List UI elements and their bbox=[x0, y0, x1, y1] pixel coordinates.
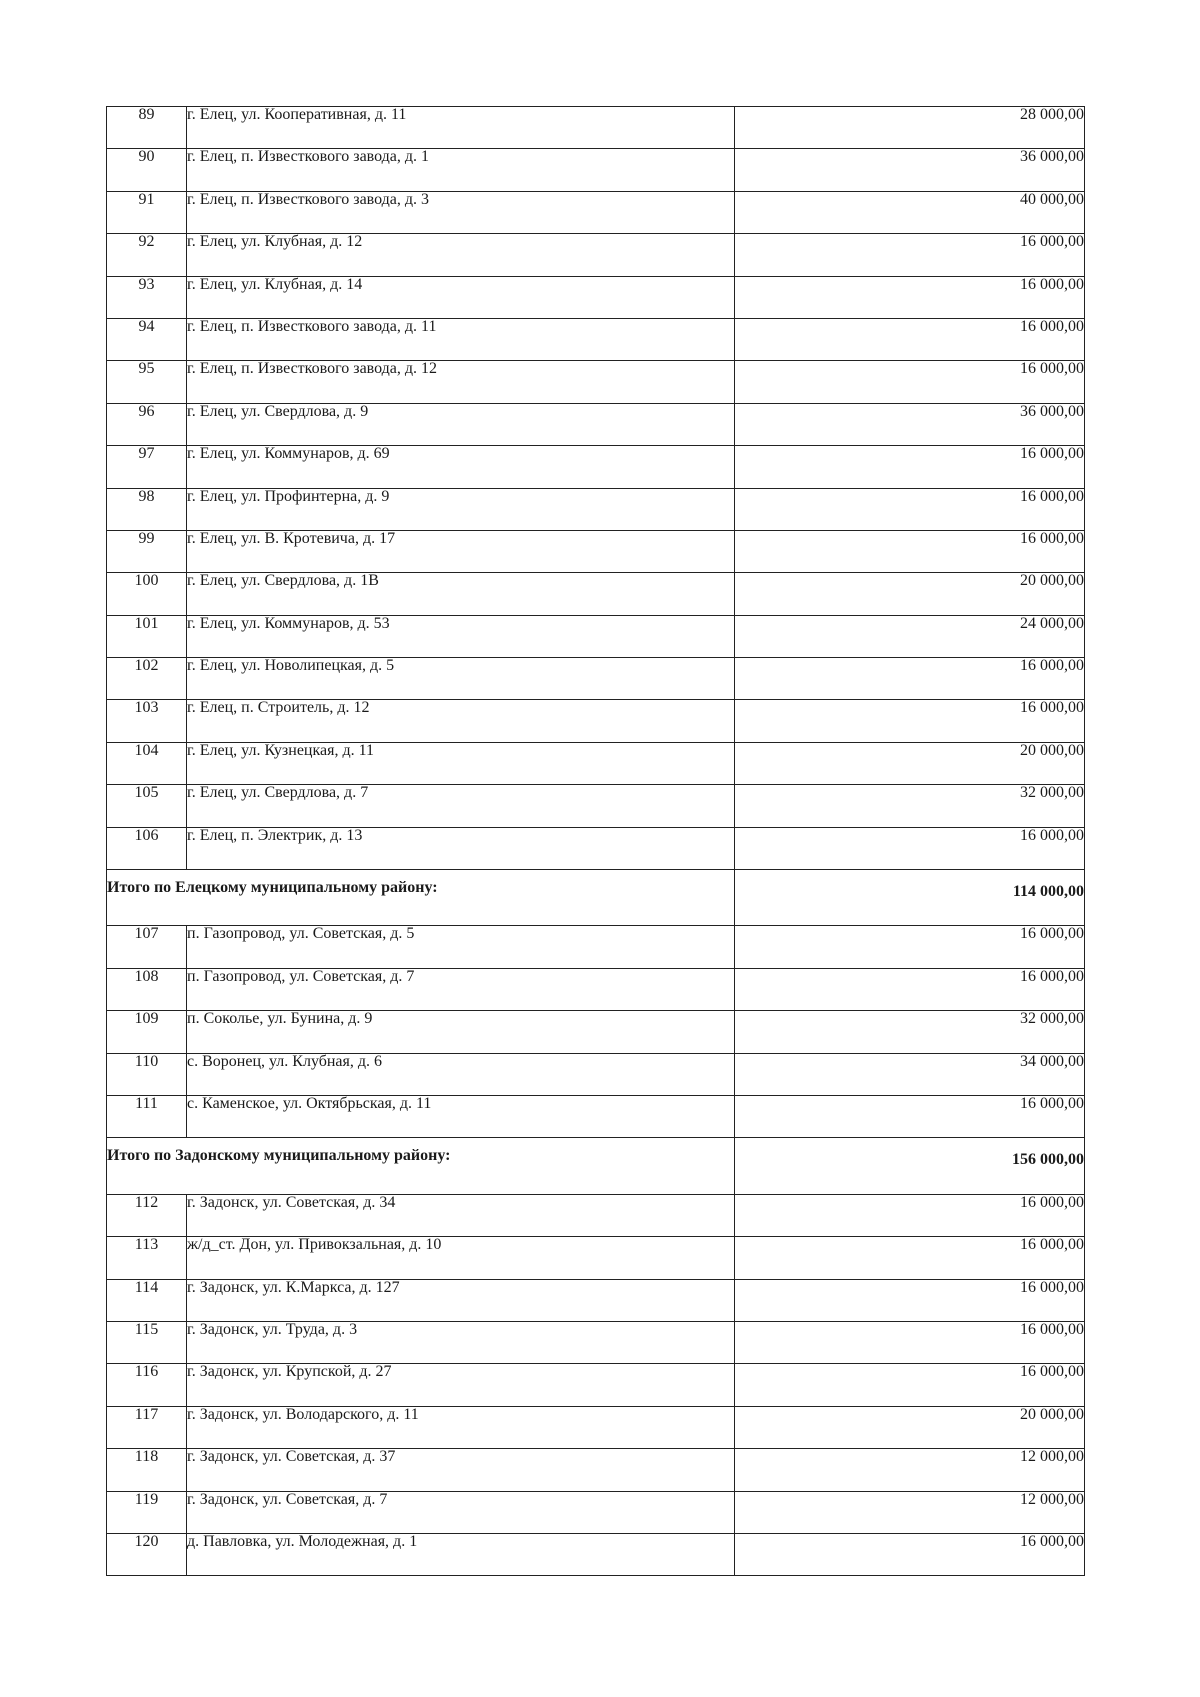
row-address: г. Задонск, ул. Советская, д. 7 bbox=[187, 1491, 735, 1533]
table-body bbox=[107, 107, 1085, 1576]
row-number: 89 bbox=[107, 107, 187, 149]
row-amount: 16 000,00 bbox=[735, 1194, 1085, 1236]
table-row bbox=[107, 1533, 1085, 1575]
table-row bbox=[107, 742, 1085, 784]
table-row bbox=[107, 700, 1085, 742]
row-amount: 16 000,00 bbox=[735, 827, 1085, 869]
row-address: г. Елец, ул. Кузнецкая, д. 11 bbox=[187, 742, 735, 784]
row-amount: 16 000,00 bbox=[735, 446, 1085, 488]
row-address: г. Елец, ул. Свердлова, д. 1В bbox=[187, 573, 735, 615]
row-number: 104 bbox=[107, 742, 187, 784]
table-row bbox=[107, 1491, 1085, 1533]
table-row bbox=[107, 1237, 1085, 1279]
district-total-label: Итого по Задонскому муниципальному району: bbox=[107, 1138, 735, 1194]
row-number: 95 bbox=[107, 361, 187, 403]
row-number: 93 bbox=[107, 276, 187, 318]
row-amount: 16 000,00 bbox=[735, 488, 1085, 530]
table-row bbox=[107, 403, 1085, 445]
row-number: 115 bbox=[107, 1321, 187, 1363]
table-row bbox=[107, 149, 1085, 191]
district-total-amount: 156 000,00 bbox=[735, 1138, 1085, 1194]
table-row bbox=[107, 361, 1085, 403]
row-number: 116 bbox=[107, 1364, 187, 1406]
row-amount: 36 000,00 bbox=[735, 149, 1085, 191]
row-amount: 16 000,00 bbox=[735, 1237, 1085, 1279]
table-row bbox=[107, 827, 1085, 869]
district-total-row bbox=[107, 1138, 1085, 1194]
row-number: 113 bbox=[107, 1237, 187, 1279]
row-address: г. Елец, ул. Новолипецкая, д. 5 bbox=[187, 658, 735, 700]
row-number: 92 bbox=[107, 234, 187, 276]
table-row bbox=[107, 318, 1085, 360]
row-address: г. Елец, ул. Клубная, д. 14 bbox=[187, 276, 735, 318]
row-address: г. Елец, ул. Коммунаров, д. 69 bbox=[187, 446, 735, 488]
table-row bbox=[107, 1406, 1085, 1448]
district-total-row bbox=[107, 870, 1085, 926]
table-row bbox=[107, 234, 1085, 276]
row-address: п. Газопровод, ул. Советская, д. 7 bbox=[187, 968, 735, 1010]
row-amount: 16 000,00 bbox=[735, 530, 1085, 572]
row-number: 107 bbox=[107, 926, 187, 968]
row-address: г. Елец, ул. Свердлова, д. 7 bbox=[187, 785, 735, 827]
row-address: г. Елец, ул. Профинтерна, д. 9 bbox=[187, 488, 735, 530]
row-address: п. Сокольe, ул. Бунина, д. 9 bbox=[187, 1011, 735, 1053]
table-row bbox=[107, 530, 1085, 572]
row-number: 118 bbox=[107, 1449, 187, 1491]
row-number: 102 bbox=[107, 658, 187, 700]
row-address: г. Елец, ул. Свердлова, д. 9 bbox=[187, 403, 735, 445]
row-amount: 16 000,00 bbox=[735, 968, 1085, 1010]
table-row bbox=[107, 658, 1085, 700]
district-total-label: Итого по Елецкому муниципальному району: bbox=[107, 870, 735, 926]
row-number: 103 bbox=[107, 700, 187, 742]
row-number: 97 bbox=[107, 446, 187, 488]
table-row bbox=[107, 1279, 1085, 1321]
row-amount: 16 000,00 bbox=[735, 1533, 1085, 1575]
row-amount: 24 000,00 bbox=[735, 615, 1085, 657]
table-row bbox=[107, 446, 1085, 488]
row-amount: 16 000,00 bbox=[735, 700, 1085, 742]
row-address: ж/д_ст. Дон, ул. Привокзальная, д. 10 bbox=[187, 1237, 735, 1279]
row-number: 112 bbox=[107, 1194, 187, 1236]
row-number: 106 bbox=[107, 827, 187, 869]
row-number: 114 bbox=[107, 1279, 187, 1321]
row-amount: 16 000,00 bbox=[735, 926, 1085, 968]
row-amount: 20 000,00 bbox=[735, 573, 1085, 615]
row-amount: 32 000,00 bbox=[735, 1011, 1085, 1053]
row-address: г. Задонск, ул. Труда, д. 3 bbox=[187, 1321, 735, 1363]
row-address: г. Елец, ул. Кооперативная, д. 11 bbox=[187, 107, 735, 149]
table-row bbox=[107, 1321, 1085, 1363]
table-row bbox=[107, 1053, 1085, 1095]
row-amount: 28 000,00 bbox=[735, 107, 1085, 149]
row-amount: 16 000,00 bbox=[735, 1364, 1085, 1406]
row-number: 119 bbox=[107, 1491, 187, 1533]
row-number: 99 bbox=[107, 530, 187, 572]
row-number: 111 bbox=[107, 1095, 187, 1137]
row-address: г. Елец, п. Электрик, д. 13 bbox=[187, 827, 735, 869]
row-address: г. Задонск, ул. Володарского, д. 11 bbox=[187, 1406, 735, 1448]
row-address: г. Елец, ул. Клубная, д. 12 bbox=[187, 234, 735, 276]
row-address: с. Воронец, ул. Клубная, д. 6 bbox=[187, 1053, 735, 1095]
row-number: 91 bbox=[107, 191, 187, 233]
table-row bbox=[107, 1095, 1085, 1137]
row-address: г. Задонск, ул. Советская, д. 37 bbox=[187, 1449, 735, 1491]
row-address: г. Задонск, ул. Крупской, д. 27 bbox=[187, 1364, 735, 1406]
table-row bbox=[107, 785, 1085, 827]
table-row bbox=[107, 191, 1085, 233]
table-row bbox=[107, 968, 1085, 1010]
table-row bbox=[107, 276, 1085, 318]
table-row bbox=[107, 1449, 1085, 1491]
row-amount: 20 000,00 bbox=[735, 742, 1085, 784]
table-row bbox=[107, 573, 1085, 615]
row-amount: 16 000,00 bbox=[735, 1279, 1085, 1321]
row-address: г. Задонск, ул. К.Маркса, д. 127 bbox=[187, 1279, 735, 1321]
table-row bbox=[107, 488, 1085, 530]
row-number: 100 bbox=[107, 573, 187, 615]
row-number: 120 bbox=[107, 1533, 187, 1575]
row-address: с. Каменское, ул. Октябрьская, д. 11 bbox=[187, 1095, 735, 1137]
row-address: г. Елец, п. Известкового завода, д. 1 bbox=[187, 149, 735, 191]
row-amount: 16 000,00 bbox=[735, 658, 1085, 700]
row-amount: 20 000,00 bbox=[735, 1406, 1085, 1448]
row-number: 98 bbox=[107, 488, 187, 530]
table-row bbox=[107, 1194, 1085, 1236]
row-amount: 16 000,00 bbox=[735, 276, 1085, 318]
row-number: 109 bbox=[107, 1011, 187, 1053]
table-row bbox=[107, 1364, 1085, 1406]
row-address: г. Елец, ул. Коммунаров, д. 53 bbox=[187, 615, 735, 657]
table-row bbox=[107, 107, 1085, 149]
row-amount: 16 000,00 bbox=[735, 361, 1085, 403]
table-row bbox=[107, 1011, 1085, 1053]
row-amount: 12 000,00 bbox=[735, 1449, 1085, 1491]
row-address: г. Елец, п. Строитель, д. 12 bbox=[187, 700, 735, 742]
row-address: д. Павловка, ул. Молодежная, д. 1 bbox=[187, 1533, 735, 1575]
row-number: 96 bbox=[107, 403, 187, 445]
allocation-table bbox=[106, 106, 1085, 1576]
row-address: г. Елец, ул. В. Кротевича, д. 17 bbox=[187, 530, 735, 572]
row-address: г. Елец, п. Известкового завода, д. 12 bbox=[187, 361, 735, 403]
row-number: 108 bbox=[107, 968, 187, 1010]
row-address: п. Газопровод, ул. Советская, д. 5 bbox=[187, 926, 735, 968]
row-address: г. Задонск, ул. Советская, д. 34 bbox=[187, 1194, 735, 1236]
row-amount: 16 000,00 bbox=[735, 318, 1085, 360]
row-amount: 40 000,00 bbox=[735, 191, 1085, 233]
row-amount: 16 000,00 bbox=[735, 1321, 1085, 1363]
row-number: 117 bbox=[107, 1406, 187, 1448]
district-total-amount: 114 000,00 bbox=[735, 870, 1085, 926]
row-address: г. Елец, п. Известкового завода, д. 3 bbox=[187, 191, 735, 233]
table-row bbox=[107, 926, 1085, 968]
row-number: 105 bbox=[107, 785, 187, 827]
row-amount: 34 000,00 bbox=[735, 1053, 1085, 1095]
row-amount: 36 000,00 bbox=[735, 403, 1085, 445]
row-amount: 16 000,00 bbox=[735, 234, 1085, 276]
row-amount: 32 000,00 bbox=[735, 785, 1085, 827]
row-amount: 16 000,00 bbox=[735, 1095, 1085, 1137]
row-amount: 12 000,00 bbox=[735, 1491, 1085, 1533]
row-number: 94 bbox=[107, 318, 187, 360]
row-address: г. Елец, п. Известкового завода, д. 11 bbox=[187, 318, 735, 360]
row-number: 90 bbox=[107, 149, 187, 191]
table-row bbox=[107, 615, 1085, 657]
row-number: 110 bbox=[107, 1053, 187, 1095]
row-number: 101 bbox=[107, 615, 187, 657]
